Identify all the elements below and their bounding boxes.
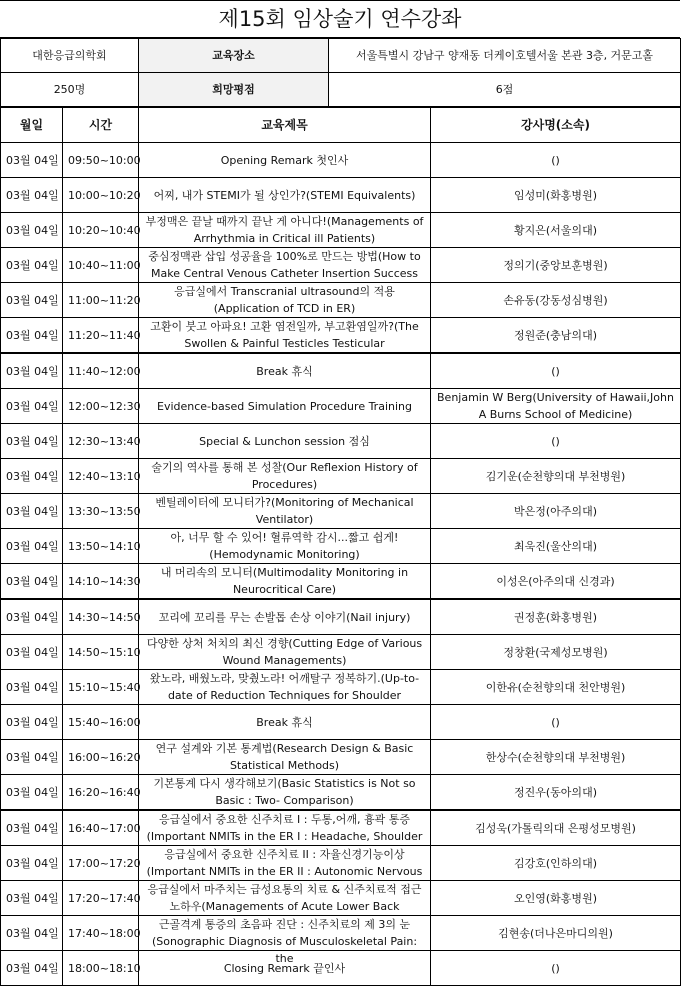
row-time-text: 14:10~14:30 (68, 574, 141, 588)
row-speaker-text: 한상수(순천향의대 부천병원) (485, 750, 626, 764)
row-time (63, 424, 139, 459)
row-time (63, 213, 139, 248)
row-date-text: 03월 04일 (6, 574, 59, 588)
row-date (1, 178, 63, 213)
row-date-text: 03월 04일 (6, 364, 59, 378)
row-date (1, 283, 63, 318)
row-time-text: 12:30~13:40 (68, 434, 141, 448)
row-topic (139, 599, 431, 635)
row-speaker (431, 424, 681, 459)
row-topic (139, 178, 431, 213)
row-time-text: 17:40~18:00 (68, 926, 141, 940)
row-date (1, 775, 63, 811)
table-row (1, 424, 681, 459)
row-date-text: 03월 04일 (6, 258, 59, 272)
row-date (1, 213, 63, 248)
row-date (1, 459, 63, 494)
row-topic (139, 318, 431, 354)
row-date-text: 03월 04일 (6, 856, 59, 870)
organizer: 대한응급의학회 (1, 39, 139, 73)
row-time (63, 599, 139, 635)
row-time-text: 12:40~13:10 (68, 469, 141, 483)
capacity: 250명 (1, 73, 139, 107)
row-time (63, 916, 139, 951)
row-date-text: 03월 04일 (6, 434, 59, 448)
table-row (1, 318, 681, 354)
row-date (1, 143, 63, 178)
row-speaker (431, 389, 681, 424)
row-speaker-text: 이성은(아주의대 신경과) (496, 574, 615, 588)
row-date-text: 03월 04일 (6, 539, 59, 553)
table-row (1, 564, 681, 600)
row-speaker-text: Benjamin W Berg(University of Hawaii,John A Burns School of Medicine) (437, 391, 674, 421)
row-topic (139, 846, 431, 881)
row-topic-text: 꼬리에 꼬리를 무는 손발톱 손상 이야기(Nail injury) (158, 610, 411, 624)
row-time-text: 11:20~11:40 (68, 328, 141, 342)
table-row (1, 881, 681, 916)
row-topic (139, 459, 431, 494)
row-topic (139, 248, 431, 283)
row-date-text: 03월 04일 (6, 504, 59, 518)
row-speaker-text: () (551, 364, 560, 378)
row-topic-text: 어찌, 내가 STEMI가 될 상인가?(STEMI Equivalents) (153, 188, 416, 202)
row-date-text: 03월 04일 (6, 610, 59, 624)
row-topic-text: 내 머리속의 모니터(Multimodality Monitoring in Neurocritical Care) (160, 566, 409, 596)
row-topic-text: Break 휴식 (256, 364, 313, 378)
row-speaker-text: () (551, 715, 560, 729)
row-speaker-text: 오인영(화홍병원) (514, 891, 597, 905)
row-topic (139, 740, 431, 775)
row-date (1, 670, 63, 705)
table-row (1, 213, 681, 248)
row-time-text: 15:40~16:00 (68, 715, 141, 729)
row-speaker (431, 846, 681, 881)
row-date-text: 03월 04일 (6, 328, 59, 342)
row-topic-text: 기본통계 다시 생각해보기(Basic Statistics is Not so Basic : Two- Comparison) (153, 777, 416, 807)
row-topic-text: Closing Remark 끝인사 (223, 961, 346, 975)
row-time (63, 635, 139, 670)
row-time (63, 775, 139, 811)
row-date (1, 916, 63, 951)
row-time-text: 17:20~17:40 (68, 891, 141, 905)
row-topic-text: 다양한 상처 처치의 최신 경향(Cutting Edge of Various Wound Managements) (146, 637, 423, 667)
row-time-text: 11:00~11:20 (68, 293, 141, 307)
row-time (63, 846, 139, 881)
table-row (1, 916, 681, 951)
row-speaker (431, 213, 681, 248)
row-date (1, 529, 63, 564)
table-row (1, 529, 681, 564)
row-speaker (431, 283, 681, 318)
row-topic-text: 벤틸레이터에 모니터가?(Monitoring of Mechanical Ventilator) (155, 496, 414, 526)
table-row (1, 740, 681, 775)
row-time (63, 810, 139, 846)
row-time (63, 248, 139, 283)
row-topic (139, 635, 431, 670)
row-speaker-text: 손유동(강동성심병원) (503, 293, 608, 307)
row-topic-text: Break 휴식 (256, 715, 313, 729)
row-time-text: 11:40~12:00 (68, 364, 141, 378)
row-date (1, 494, 63, 529)
row-date (1, 599, 63, 635)
row-time-text: 12:00~12:30 (68, 399, 141, 413)
row-speaker (431, 740, 681, 775)
row-speaker-text: 정원준(충남의대) (514, 328, 597, 342)
table-row (1, 248, 681, 283)
row-time-text: 16:00~16:20 (68, 750, 141, 764)
table-row (1, 775, 681, 811)
row-date (1, 846, 63, 881)
table-row (1, 599, 681, 635)
row-date-text: 03월 04일 (6, 926, 59, 940)
row-topic-text: Evidence-based Simulation Procedure Training (157, 399, 412, 413)
row-speaker-text: () (551, 961, 560, 975)
header-date: 월일 (1, 108, 63, 143)
table-row (1, 494, 681, 529)
row-time-text: 17:00~17:20 (68, 856, 141, 870)
row-speaker-text: 김성욱(가톨릭의대 은평성모병원) (475, 821, 636, 835)
row-topic-text: 응급실에서 마주치는 급성요통의 치료 & 신주치료적 접근 노하우(Managements of Acute Lower Back (147, 883, 422, 913)
row-date (1, 353, 63, 389)
row-topic (139, 494, 431, 529)
row-date-text: 03월 04일 (6, 891, 59, 905)
row-time-text: 14:30~14:50 (68, 610, 141, 624)
row-speaker (431, 951, 681, 986)
row-time (63, 459, 139, 494)
row-time (63, 740, 139, 775)
row-speaker-text: 김강호(인하의대) (514, 856, 597, 870)
row-time (63, 143, 139, 178)
row-topic-text: 연구 설계와 기본 통계법(Research Design & Basic Statistical Methods) (155, 742, 414, 772)
row-date-text: 03월 04일 (6, 188, 59, 202)
row-time-text: 14:50~15:10 (68, 645, 141, 659)
row-date (1, 810, 63, 846)
credit: 6점 (329, 73, 681, 107)
row-time-text: 13:30~13:50 (68, 504, 141, 518)
row-time (63, 705, 139, 740)
row-speaker-text: 최욱진(울산의대) (514, 539, 597, 553)
row-date (1, 318, 63, 354)
row-time (63, 353, 139, 389)
row-date (1, 248, 63, 283)
credit-label: 희망평점 (139, 73, 329, 107)
row-topic-text: 부정맥은 끝날 때까지 끝난 게 아니다!(Managements of Arrhythmia in Critical ill Patients) (145, 215, 424, 245)
row-topic (139, 705, 431, 740)
row-date-text: 03월 04일 (6, 715, 59, 729)
row-time (63, 670, 139, 705)
row-date (1, 881, 63, 916)
table-row (1, 459, 681, 494)
row-topic (139, 775, 431, 811)
row-time-text: 10:20~10:40 (68, 223, 141, 237)
row-topic (139, 143, 431, 178)
row-topic-text: 응급실에서 중요한 신주치료 I : 두통,어깨, 흉곽 통증 (Important NMITs in the ER I : Headache, Shoulder (146, 813, 423, 843)
row-date-text: 03월 04일 (6, 680, 59, 694)
row-speaker (431, 459, 681, 494)
row-speaker (431, 178, 681, 213)
header-speaker: 강사명(소속) (431, 108, 681, 143)
row-date (1, 740, 63, 775)
row-time-text: 15:10~15:40 (68, 680, 141, 694)
row-topic (139, 529, 431, 564)
row-time (63, 494, 139, 529)
row-date (1, 389, 63, 424)
table-row (1, 810, 681, 846)
row-topic (139, 213, 431, 248)
row-speaker-text: 김기운(순천향의대 부천병원) (485, 469, 626, 483)
row-date (1, 705, 63, 740)
table-row (1, 670, 681, 705)
row-speaker (431, 353, 681, 389)
row-time-text: 10:40~11:00 (68, 258, 141, 272)
row-speaker (431, 529, 681, 564)
row-speaker (431, 494, 681, 529)
row-speaker (431, 775, 681, 811)
row-topic-text: 술기의 역사를 통해 본 성찰(Our Reflexion History of Procedures) (151, 461, 418, 491)
row-speaker-text: 황지은(서울의대) (514, 223, 597, 237)
row-date-text: 03월 04일 (6, 785, 59, 799)
row-time (63, 318, 139, 354)
event-info-table (0, 38, 681, 107)
row-topic-text: 아, 너무 할 수 있어! 혈류역학 감시...짧고 쉽게!(Hemodynamic Monitoring) (170, 531, 399, 561)
row-speaker-text: 정창환(국제성모병원) (503, 645, 608, 659)
row-time-text: 13:50~14:10 (68, 539, 141, 553)
row-time (63, 389, 139, 424)
row-topic-text: 근골격계 통증의 초음파 진단 : 신주치료의 제 3의 눈 (Sonographic Diagnosis of Musculoskeletal Pain: the (151, 918, 418, 965)
row-topic-text: Special & Lunchon session 점심 (199, 434, 370, 448)
row-time (63, 564, 139, 600)
row-speaker-text: 임성미(화홍병원) (514, 188, 597, 202)
table-row (1, 353, 681, 389)
table-row (1, 951, 681, 986)
row-speaker (431, 635, 681, 670)
row-topic (139, 424, 431, 459)
row-speaker-text: 정진우(동아의대) (514, 785, 597, 799)
table-row (1, 705, 681, 740)
row-speaker (431, 916, 681, 951)
page-title: 제15회 임상술기 연수강좌 (0, 0, 680, 38)
row-time-text: 09:50~10:00 (68, 153, 141, 167)
row-date-text: 03월 04일 (6, 750, 59, 764)
row-time (63, 283, 139, 318)
row-date-text: 03월 04일 (6, 645, 59, 659)
row-topic-text: 중심정맥관 삽입 성공율을 100%로 만드는 방법(How to Make Central Venous Catheter Insertion Success (148, 250, 421, 280)
row-speaker (431, 143, 681, 178)
row-date (1, 635, 63, 670)
row-date-text: 03월 04일 (6, 293, 59, 307)
row-topic (139, 810, 431, 846)
row-speaker (431, 881, 681, 916)
row-date (1, 424, 63, 459)
row-time-text: 18:00~18:10 (68, 961, 141, 975)
table-row (1, 143, 681, 178)
schedule-table (0, 107, 681, 986)
row-date-text: 03월 04일 (6, 961, 59, 975)
row-speaker (431, 810, 681, 846)
row-topic (139, 564, 431, 600)
header-topic: 교육제목 (139, 108, 431, 143)
row-topic-text: 응급실에서 Transcranial ultrasound의 적용 (Application of TCD in ER) (174, 285, 395, 315)
row-time (63, 178, 139, 213)
row-speaker (431, 318, 681, 354)
header-time: 시간 (63, 108, 139, 143)
table-row (1, 846, 681, 881)
row-date (1, 564, 63, 600)
row-speaker-text: 권정훈(화홍병원) (514, 610, 597, 624)
table-row (1, 389, 681, 424)
row-date-text: 03월 04일 (6, 223, 59, 237)
row-date (1, 951, 63, 986)
row-speaker-text: 이한유(순천향의대 천안병원) (485, 680, 626, 694)
venue: 서울특별시 강남구 양재동 더케이호텔서울 본관 3층, 거문고홀 (329, 39, 681, 73)
row-speaker (431, 599, 681, 635)
row-date-text: 03월 04일 (6, 153, 59, 167)
row-date-text: 03월 04일 (6, 399, 59, 413)
row-topic-text: 왔노라, 배웠노라, 맞췄노라! 어깨탈구 정복하기.(Up-to-date of Reduction Techniques for Shoulder (149, 672, 420, 702)
row-time-text: 16:20~16:40 (68, 785, 141, 799)
row-time (63, 529, 139, 564)
row-topic (139, 283, 431, 318)
row-topic (139, 353, 431, 389)
row-topic-text: 응급실에서 중요한 신주치료 II : 자율신경기능이상 (Important NMITs in the ER II : Autonomic Nervous (146, 848, 423, 878)
row-topic-text: Opening Remark 첫인사 (220, 153, 349, 167)
row-date-text: 03월 04일 (6, 821, 59, 835)
row-time (63, 881, 139, 916)
row-topic (139, 670, 431, 705)
row-time-text: 16:40~17:00 (68, 821, 141, 835)
row-speaker (431, 564, 681, 600)
row-speaker-text: () (551, 434, 560, 448)
row-date-text: 03월 04일 (6, 469, 59, 483)
row-speaker-text: 정의기(중앙보훈병원) (503, 258, 608, 272)
table-row (1, 178, 681, 213)
row-speaker-text: 박은정(아주의대) (514, 504, 597, 518)
row-topic (139, 916, 431, 965)
row-topic-text: 고환이 붓고 아파요! 고환 염전일까, 부고환염일까?(The Swollen & Painful Testicles Testicular (150, 320, 419, 350)
row-speaker-text: () (551, 153, 560, 167)
table-row (1, 283, 681, 318)
table-row (1, 635, 681, 670)
venue-label: 교육장소 (139, 39, 329, 73)
row-speaker (431, 705, 681, 740)
row-time-text: 10:00~10:20 (68, 188, 141, 202)
row-time (63, 951, 139, 986)
row-speaker (431, 670, 681, 705)
row-speaker-text: 김현송(더나은마디의원) (498, 926, 613, 940)
row-topic (139, 389, 431, 424)
row-topic (139, 881, 431, 916)
row-speaker (431, 248, 681, 283)
